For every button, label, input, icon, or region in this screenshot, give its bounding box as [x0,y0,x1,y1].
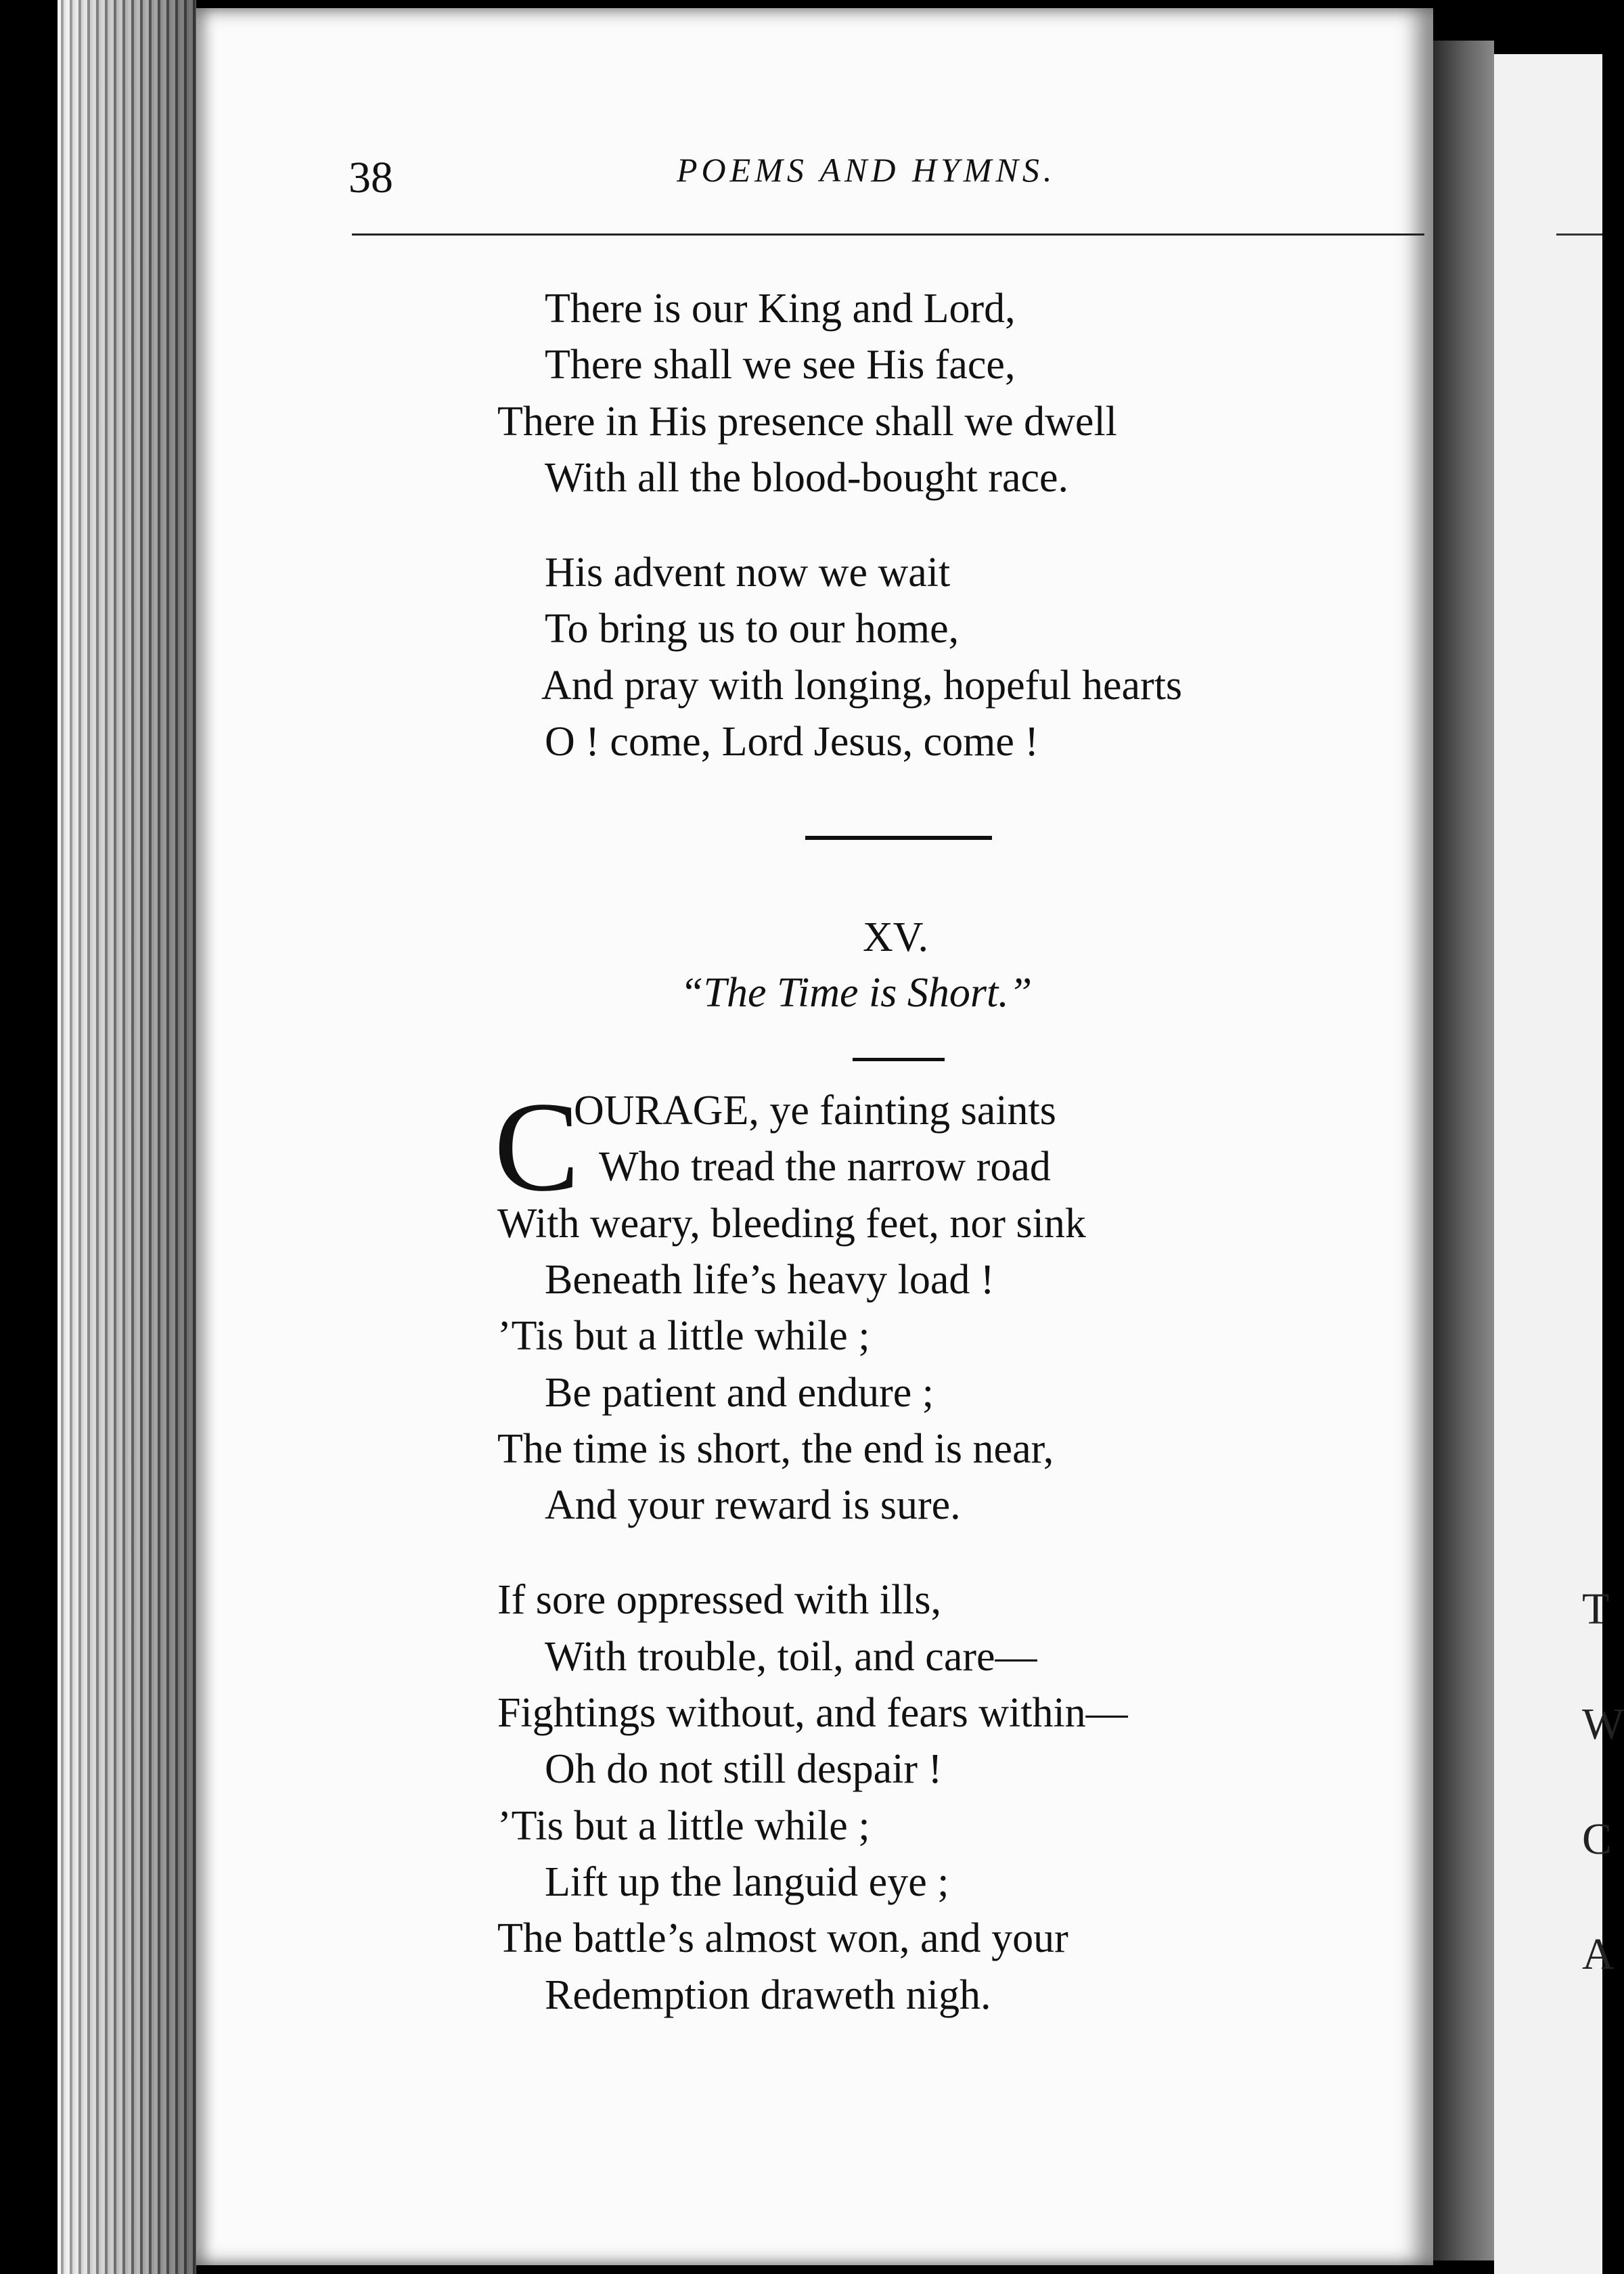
verse-line: Fightings without, and fears within— [497,1690,1128,1736]
verse-line: There in His presence shall we dwell [497,399,1117,445]
verse-line: Be patient and endure ; [545,1370,934,1416]
verse-line: ’Tis but a little while ; [497,1313,870,1359]
verse-line: Oh do not still despair ! [545,1746,943,1792]
verse-line: There is our King and Lord, [545,286,1016,332]
verse-line: Who tread the narrow road [599,1144,1051,1190]
verse-line: With trouble, toil, and care— [545,1634,1037,1680]
verse-line: Redemption draweth nigh. [545,1972,991,2018]
verse-line: The time is short, the end is near, [497,1426,1054,1472]
header-rule [352,233,1424,236]
facing-page-letter: C [1582,1814,1612,1864]
verse-line: There shall we see His face, [545,342,1016,388]
verse-line: Lift up the languid eye ; [545,1859,949,1905]
book-gutter [1433,41,1494,2260]
verse-line: With weary, bleeding feet, nor sink [497,1201,1086,1247]
facing-page-letter: T [1582,1584,1610,1634]
drop-cap: C [494,1076,580,1218]
page-number: 38 [348,153,393,202]
verse-line: OURAGE, ye fainting saints [574,1088,1056,1134]
section-divider [805,836,992,840]
page-edges [58,0,196,2274]
verse-line: With all the blood-bought race. [545,455,1069,501]
running-title: POEMS AND HYMNS. [677,151,1056,189]
verse-line: The battle’s almost won, and your [497,1915,1068,1961]
section-numeral: XV. [863,914,929,960]
verse-line: If sore oppressed with ills, [497,1577,942,1623]
facing-page-letter: A [1582,1930,1615,1979]
verse-line: And pray with longing, hopeful hearts [541,663,1183,709]
verse-line: And your reward is sure. [545,1482,961,1528]
verse-line: O ! come, Lord Jesus, come ! [545,719,1039,765]
section-title: “The Time is Short.” [680,970,1033,1016]
verse-line: His advent now we wait [545,550,951,596]
facing-page-letter: W [1582,1699,1624,1749]
verse-line: Beneath life’s heavy load ! [545,1257,995,1303]
title-rule [853,1058,945,1061]
verse-line: To bring us to our home, [545,606,960,652]
verse-line: ’Tis but a little while ; [497,1803,870,1849]
facing-page-rule [1556,233,1602,236]
